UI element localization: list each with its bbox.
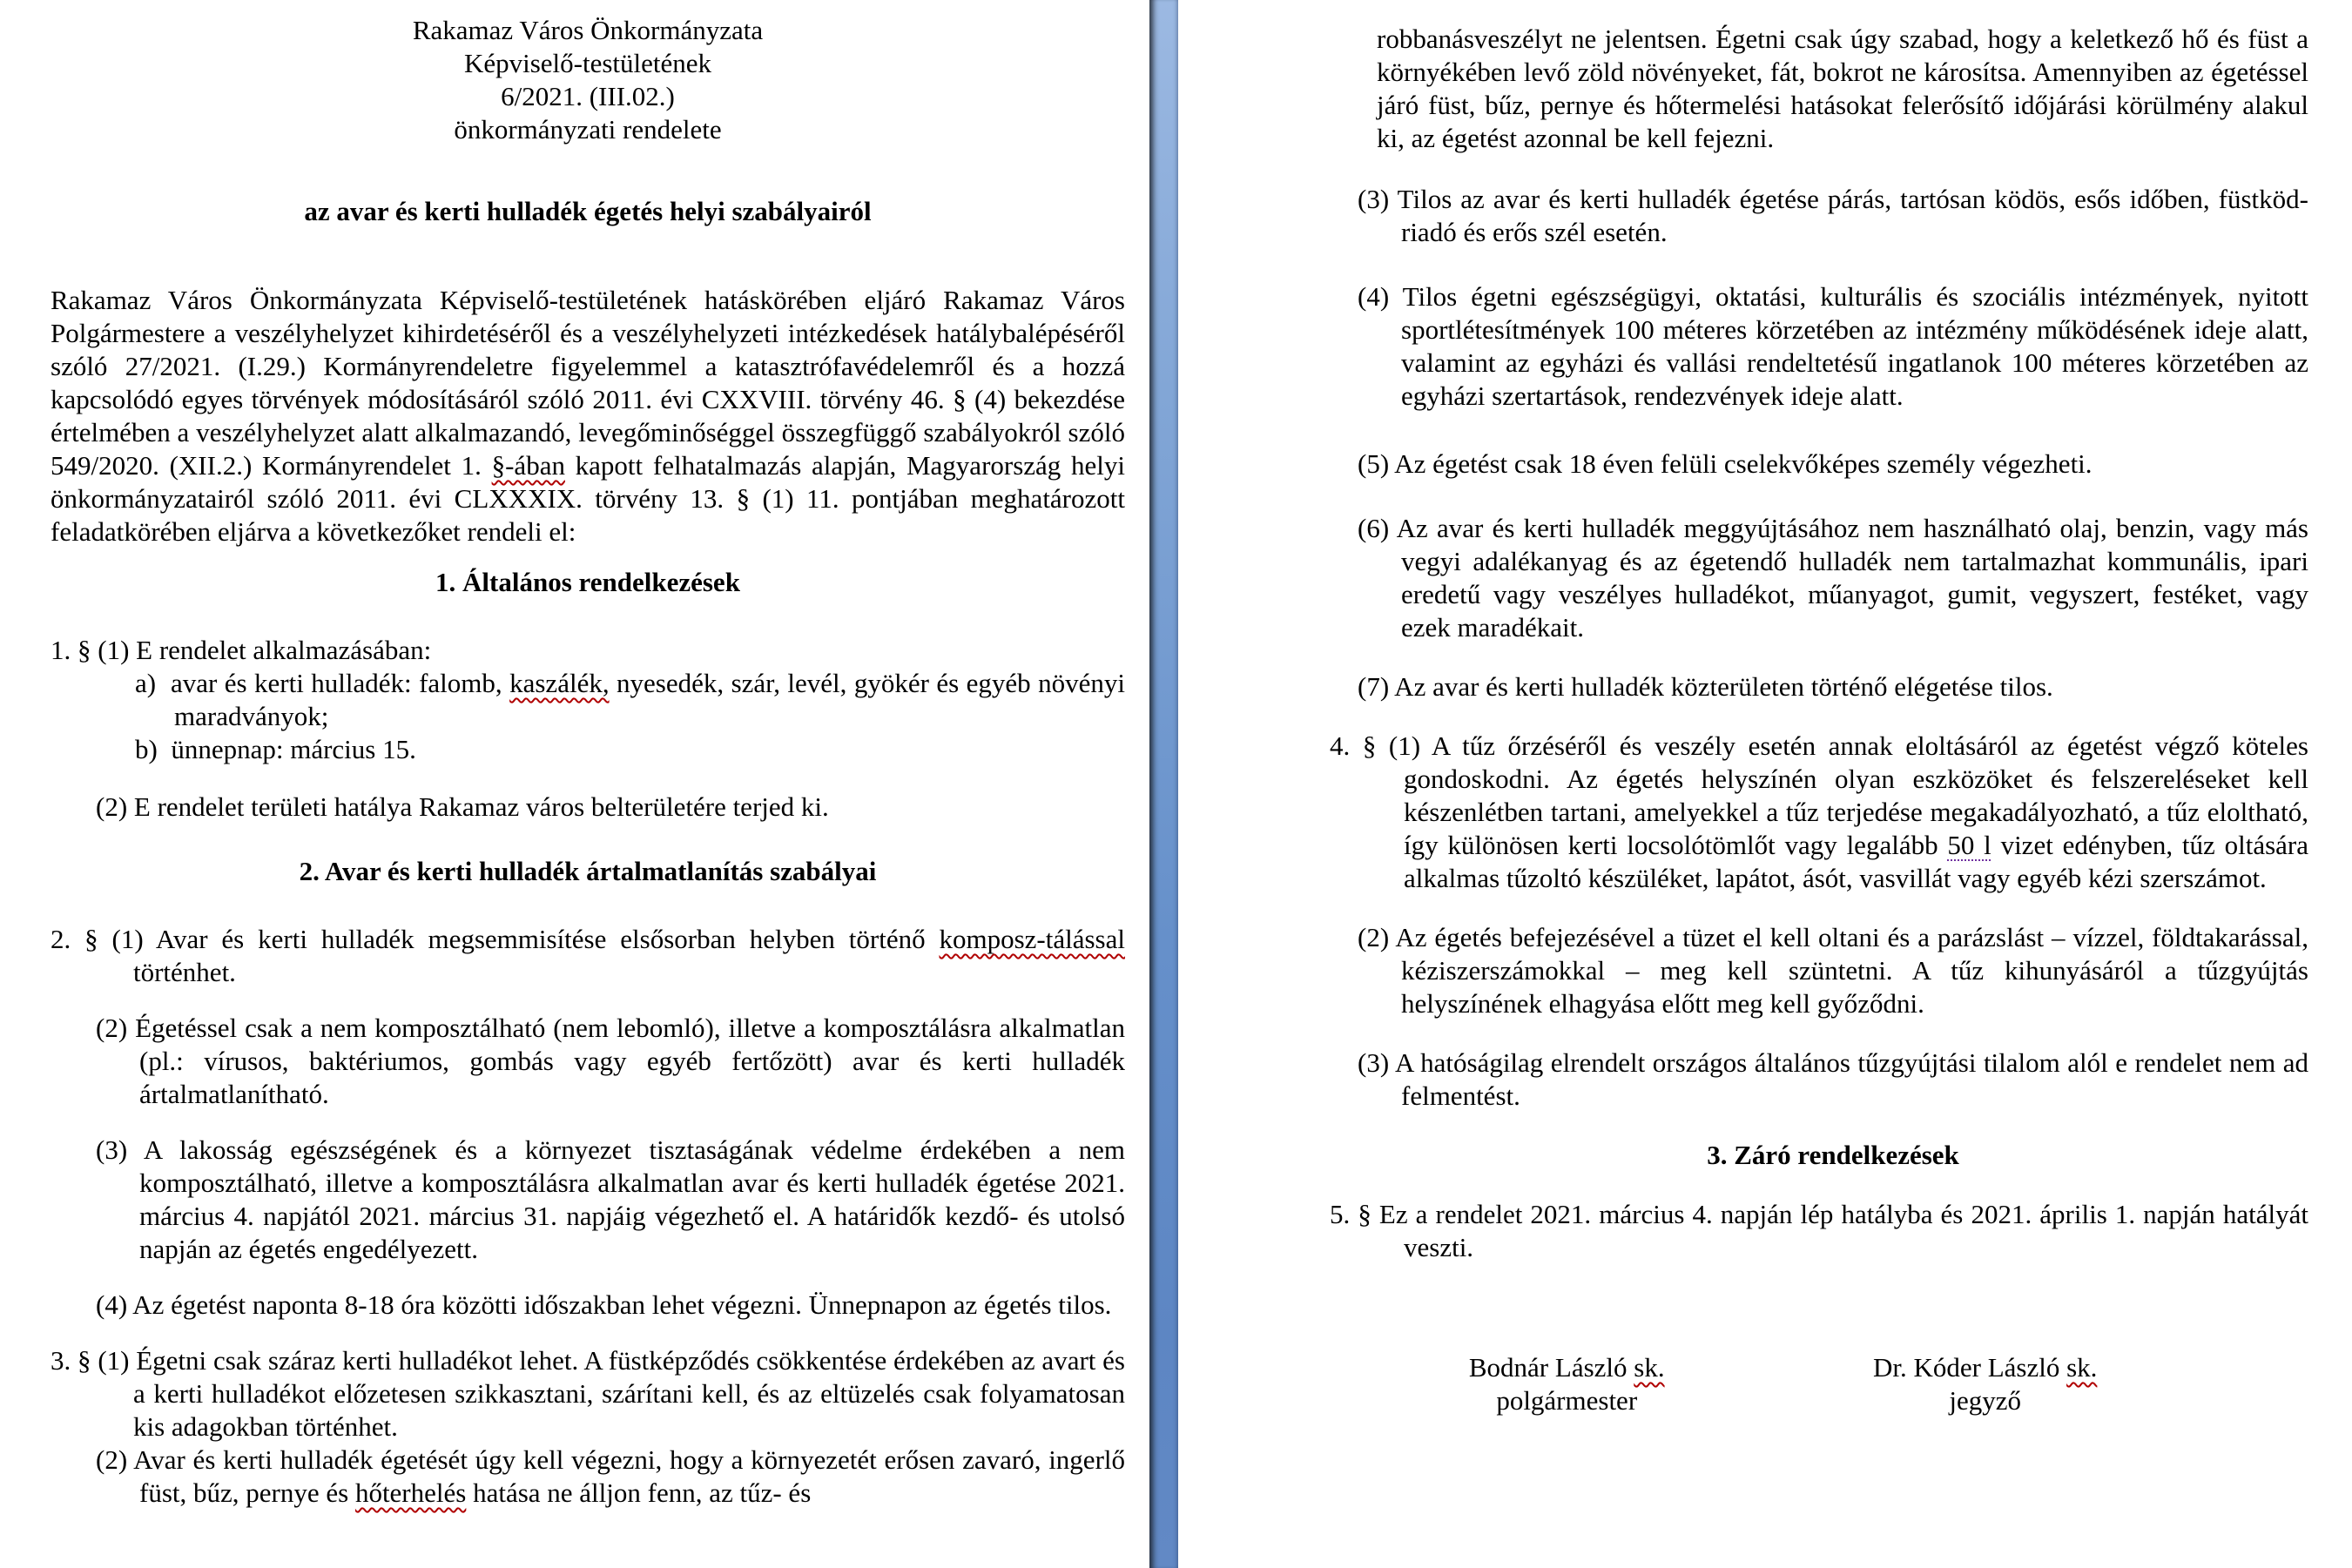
paragraph-3-5: (5) Az égetést csak 18 éven felüli cselekvőképes személy végezheti. bbox=[1358, 448, 2093, 479]
paragraph-preamble bbox=[51, 284, 1125, 548]
paragraph-2-2: (2) Égetéssel csak a nem komposztálható (nem lebomló), illetve a komposztálásra alkalmatlan (pl.: vírusos, baktériumos, gombás vagy egyéb fertőzött) avar és kerti hulladék ártalmatlanítható. bbox=[96, 1013, 1125, 1109]
doc-header-line: Képviselő-testületének bbox=[463, 48, 712, 78]
paragraph-3-3: (3) Tilos az avar és kerti hulladék égetése párás, tartósan ködös, esős időben, füstköd-riadó és erős szél esetén. bbox=[1358, 184, 2308, 247]
spellcheck-underlined-text: sk. bbox=[2066, 1352, 2098, 1383]
spellcheck-underlined-text: sk. bbox=[1634, 1352, 1665, 1383]
paragraph-3-2-continuation: robbanásveszélyt ne jelentsen. Égetni csak úgy szabad, hogy a keletkező hő és füst a környékében levő zöld növényeket, fát, bokrot ne károsítsa. Amennyiben az égetéssel járó füst, bűz, pernye és hőtermelési hatásokat felerősítő időjárási körülmény alakul ki, az égetést azonnal be kell fejezni. bbox=[1377, 24, 2308, 153]
signature-block-notary bbox=[1776, 1351, 2194, 1417]
paragraph-3-2 bbox=[96, 1444, 1125, 1510]
paragraph-5: 5. § Ez a rendelet 2021. március 4. napján lép hatályba és 2021. április 1. napján hatályát veszti. bbox=[1330, 1199, 2308, 1262]
paragraph-3-7: (7) Az avar és kerti hulladék közterületen történő elégetése tilos. bbox=[1358, 671, 2053, 702]
paragraph-4-2: (2) Az égetés befejezésével a tüzet el kell oltani és a parázslást – vízzel, földtakarással, kéziszerszámokkal – meg kell szüntetni. A tűz kihunyásáról a tűzgyújtás helyszínének elhagyása előtt meg kell győződni. bbox=[1358, 922, 2308, 1019]
doc-header-line: 6/2021. (III.02.) bbox=[501, 81, 675, 111]
doc-title: az avar és kerti hulladék égetés helyi szabályairól bbox=[304, 196, 872, 226]
paragraph-1-2: (2) E rendelet területi hatálya Rakamaz város belterületére terjed ki. bbox=[96, 791, 829, 822]
signature-role: jegyző bbox=[1949, 1385, 2022, 1416]
doc-header-line: önkormányzati rendelete bbox=[454, 114, 722, 145]
text-segment: a) avar és kerti hulladék: falomb, bbox=[135, 668, 510, 698]
list-item-b: b) ünnepnap: március 15. bbox=[135, 734, 416, 764]
doc-header bbox=[51, 14, 1125, 146]
paragraph-2-1 bbox=[51, 923, 1125, 989]
text-segment: kapott felhatalmazás alapján, Magyarország helyi önkormányzatairól szóló 2011. évi CLXXXIX. törvény 13. § (1) 11. pontjában meghatározott feladatkörében eljárva a következőket rendeli el: bbox=[51, 450, 1126, 547]
section-heading-3: 3. Záró rendelkezések bbox=[1707, 1140, 1959, 1170]
list-item-a bbox=[135, 667, 1125, 733]
paragraph-2-4: (4) Az égetést naponta 8-18 óra közötti időszakban lehet végezni. Ünnepnapon az égetés tilos. bbox=[96, 1289, 1112, 1320]
paragraph-3-4: (4) Tilos égetni egészségügyi, oktatási, kulturális és szociális intézmények, nyitott sportlétesítmények 100 méteres körzetében az intézmény működésének ideje alatt, valamint az egyházi és vallási rendeltetésű ingatlanok 100 méteres körzetében az egyházi szertartások, rendezvények ideje alatt. bbox=[1358, 281, 2308, 411]
doc-header-line: Rakamaz Város Önkormányzata bbox=[412, 15, 764, 45]
signature-name bbox=[1776, 1351, 2194, 1384]
text-segment: nyesedék, szár, levél, gyökér és egyéb növényi maradványok; bbox=[174, 668, 1125, 731]
text-segment: Dr. Kóder László bbox=[1872, 1352, 2067, 1383]
section-heading-1: 1. Általános rendelkezések bbox=[435, 567, 740, 597]
signature-block-mayor bbox=[1358, 1351, 1776, 1417]
text-segment: 2. § (1) Avar és kerti hulladék megsemmisítése elsősorban helyben történő bbox=[51, 924, 940, 954]
spellcheck-underlined-text: kaszálék, bbox=[509, 668, 610, 698]
spellcheck-underlined-text: 50 l bbox=[1947, 830, 1991, 860]
text-segment: (2) Avar és kerti hulladék égetését úgy kell végezni, hogy a környezetét erősen zavaró, ingerlő füst, bűz, pernye és bbox=[96, 1444, 1125, 1508]
paragraph-2-3: (3) A lakosság egészségének és a környezet tisztaságának védelme érdekében a nem komposztálható, illetve a komposztálásra alkalmatlan avar és kerti hulladék égetése 2021. március 4. napjától 2021. március 31. napjáig végezhető el. A határidők kezdő- és utolsó napján az égetés engedélyezett. bbox=[96, 1134, 1125, 1264]
spellcheck-underlined-text: §-ában bbox=[491, 450, 565, 481]
document-page-left bbox=[0, 0, 1149, 1568]
spellcheck-underlined-text: hőterhelés bbox=[354, 1477, 467, 1508]
paragraph-4-1 bbox=[1330, 730, 2308, 895]
text-segment: hatása ne álljon fenn, az tűz- és bbox=[466, 1477, 812, 1508]
paragraph-3-6: (6) Az avar és kerti hulladék meggyújtásához nem használható olaj, benzin, vagy más vegyi adalékanyag és az égetendő hulladék nem tartalmazhat kommunális, ipari eredetű vagy veszélyes hulladékot, műanyagot, gumit, vegyszert, festéket, vagy ezek maradékait. bbox=[1358, 513, 2308, 643]
text-segment: Bodnár László bbox=[1468, 1352, 1634, 1383]
spellcheck-underlined-text: komposz-tálással bbox=[939, 924, 1125, 954]
signature-role: polgármester bbox=[1496, 1385, 1638, 1416]
paragraph-3-1: 3. § (1) Égetni csak száraz kerti hulladékot lehet. A füstképződés csökkentése érdekében az avart és a kerti hulladékot előzetesen szikkasztani, szárítani kell, és az eltüzelés csak folyamatosan kis adagokban történhet. bbox=[51, 1345, 1125, 1442]
paragraph-1-1: 1. § (1) E rendelet alkalmazásában: bbox=[51, 635, 432, 665]
text-segment: történhet. bbox=[133, 957, 236, 987]
signature-row bbox=[1358, 1351, 2308, 1417]
document-page-right bbox=[1178, 0, 2352, 1568]
text-segment: 4. § (1) A tűz őrzéséről és veszély esetén annak eloltásáról az égetést végző köteles gondoskodni. Az égetés helyszínén olyan eszközöket és felszereléseket kell készenlétben tartani, amelyekkel a tűz terjedése megakadályozható, a tűz eloltható, így különösen kerti locsolótömlőt vagy legalább bbox=[1330, 730, 2308, 860]
page-divider bbox=[1149, 0, 1178, 1568]
signature-name bbox=[1358, 1351, 1776, 1384]
text-segment: Rakamaz Város Önkormányzata Képviselő-testületének hatáskörében eljáró Rakamaz Város Polgármestere a veszélyhelyzet kihirdetéséről és a veszélyhelyzeti intézkedések hatálybalépéséről szóló 27/2021. (I.29.) Kormányrendeletre figyelemmel a katasztrófavédelemről és a hozzá kapcsolódó egyes törvények módosításáról szóló 2011. évi CXXVIII. törvény 46. § (4) bekezdése értelmében a veszélyhelyzet alatt alkalmazandó, levegőminőséggel összegfüggő szabályokról szóló 549/2020. (XII.2.) Kormányrendelet 1. bbox=[51, 285, 1125, 481]
paragraph-4-3: (3) A hatóságilag elrendelt országos általános tűzgyújtási tilalom alól e rendelet nem ad felmentést. bbox=[1358, 1047, 2308, 1111]
text-segment: vizet edényben, tűz oltására alkalmas tűzoltó készüléket, lapátot, ásót, vasvillát vagy egyéb kézi szerszámot. bbox=[1404, 830, 2308, 893]
section-heading-2: 2. Avar és kerti hulladék ártalmatlanítás szabályai bbox=[299, 856, 877, 886]
